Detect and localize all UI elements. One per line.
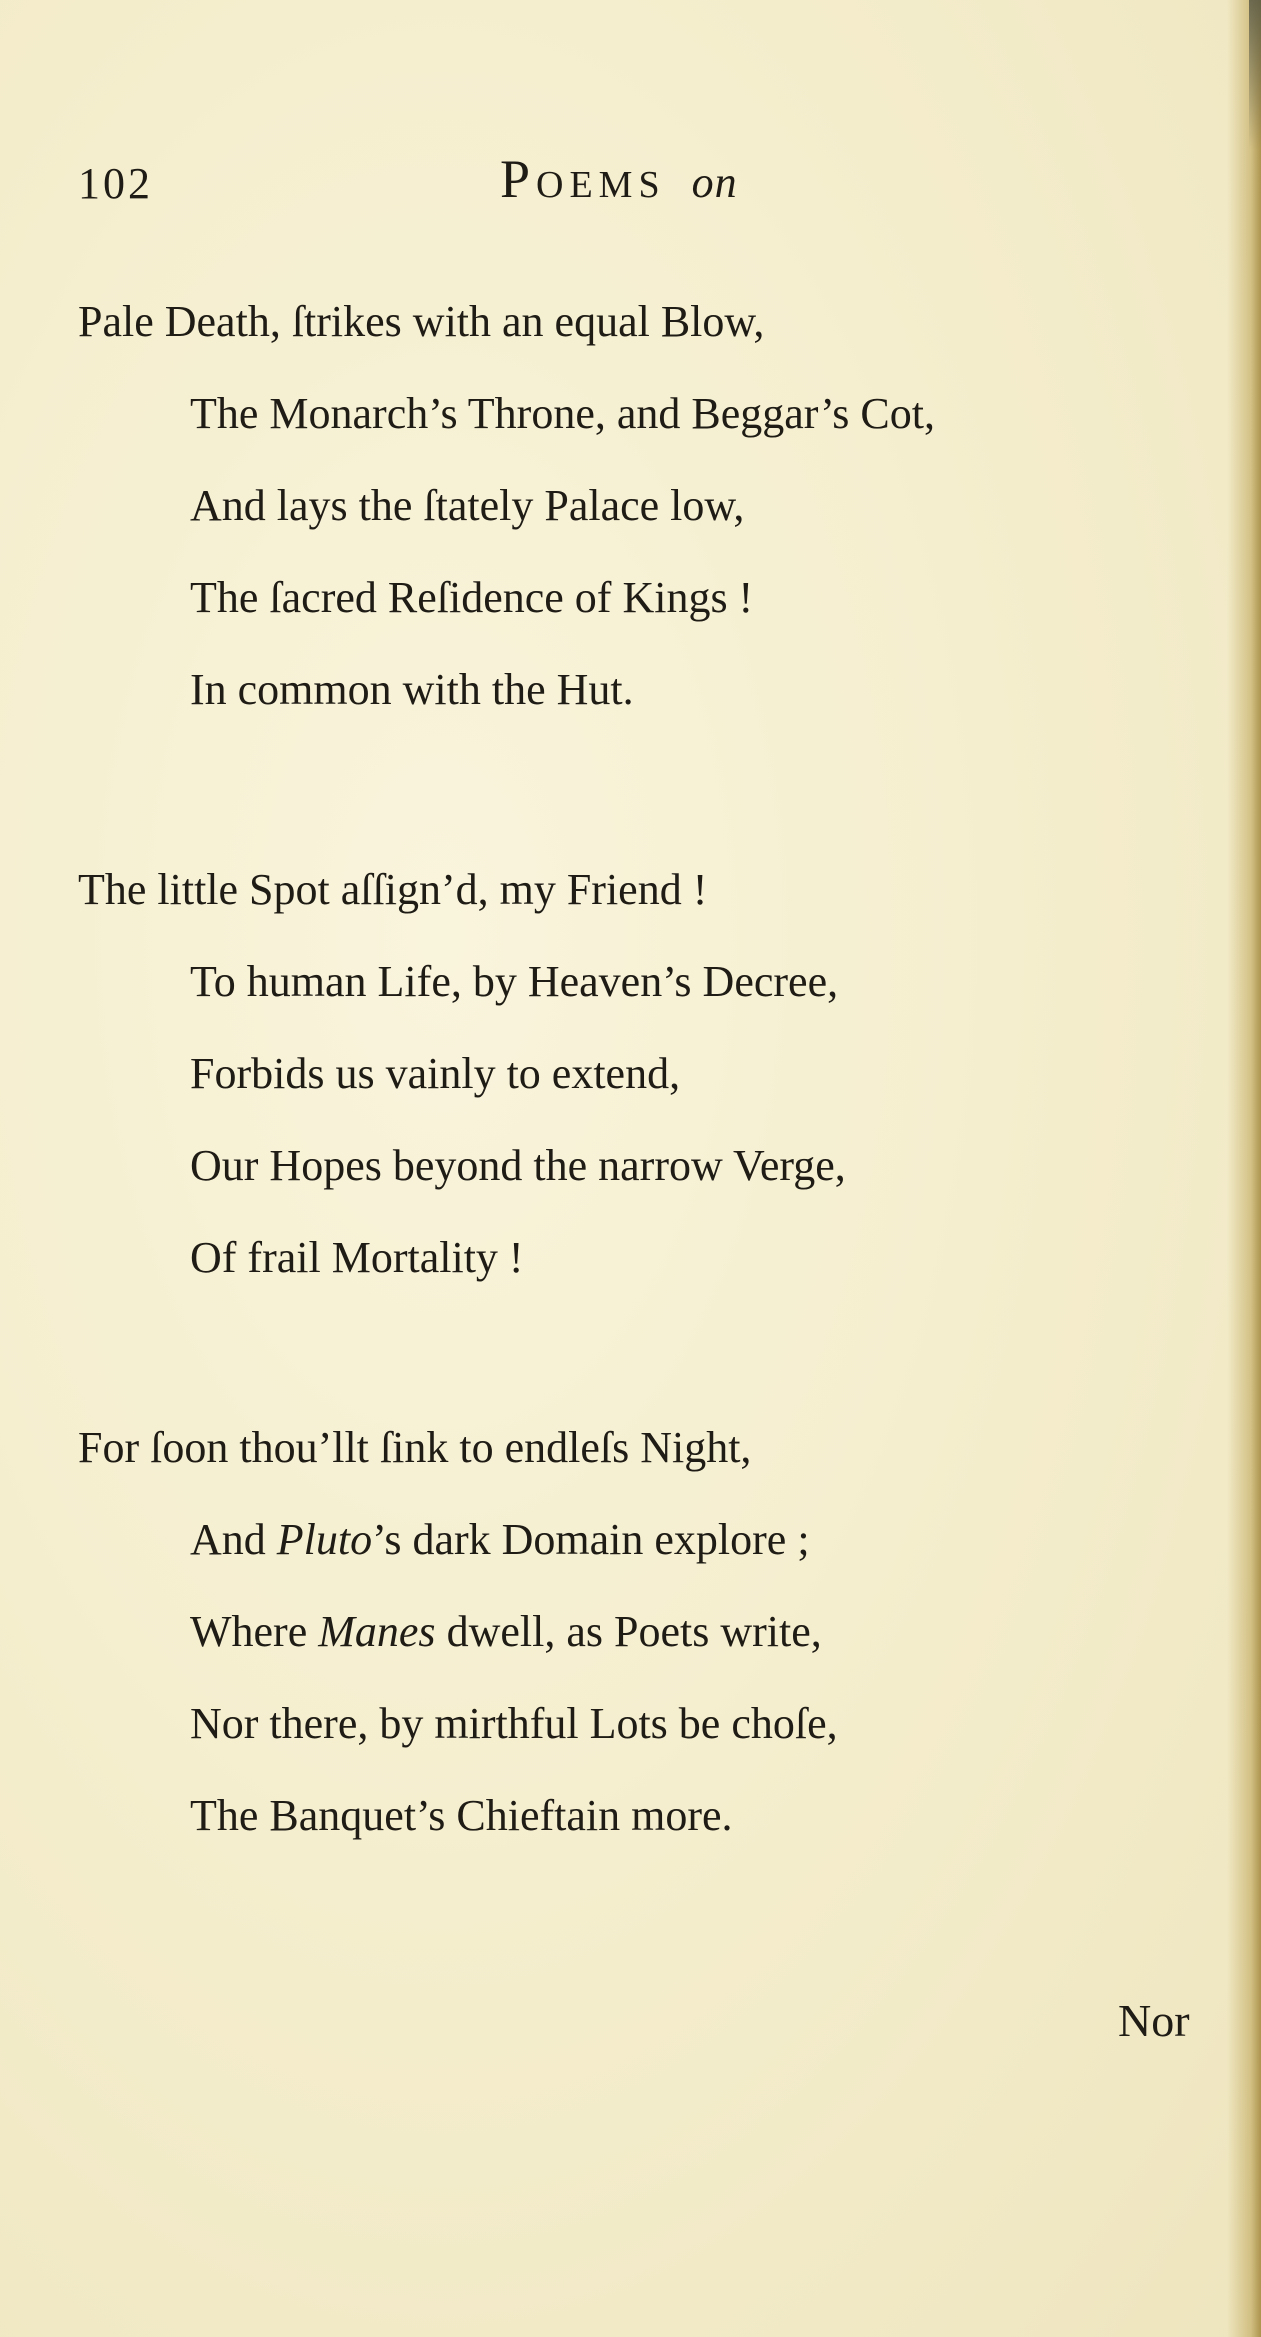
verse-line: The Monarch’s Throne, and Beggar’s Cot, <box>190 389 935 438</box>
verse-line: Of frail Mortality ! <box>190 1233 524 1282</box>
verse-line <box>190 1515 810 1564</box>
verse-text: Where <box>190 1607 319 1656</box>
verse-line: Forbids us vainly to extend, <box>190 1049 681 1098</box>
verse-line: The Banquet’s Chieftain more. <box>190 1791 733 1840</box>
verse-text: dwell, as Poets write, <box>435 1607 822 1656</box>
italic-name: Pluto <box>276 1515 373 1564</box>
verse-line: The little Spot aſſign’d, my Friend ! <box>78 865 708 914</box>
verse-line: To human Life, by Heaven’s Decree, <box>190 957 839 1006</box>
verse-text: And <box>190 1515 277 1564</box>
page-edge-shadow <box>1227 0 1261 2337</box>
page-number: 102 <box>78 159 153 208</box>
page-corner-shadow <box>1249 0 1261 150</box>
verse-line: In common with the Hut. <box>190 665 634 714</box>
verse-line: For ſoon thou’llt ſink to endleſs Night, <box>78 1423 752 1472</box>
running-title <box>500 148 738 210</box>
verse-line: And lays the ſtately Palace low, <box>190 481 745 530</box>
verse-line <box>190 1607 822 1656</box>
verse-line: Our Hopes beyond the narrow Verge, <box>190 1141 846 1190</box>
verse-line: Pale Death, ſtrikes with an equal Blow, <box>78 297 765 346</box>
catchword: Nor <box>1118 1995 1190 2046</box>
verse-line: Nor there, by mirthful Lots be choſe, <box>190 1699 838 1748</box>
italic-name: Manes <box>318 1607 436 1656</box>
running-title-main: Poems <box>500 149 666 209</box>
verse-text: ’s dark Domain explore ; <box>372 1515 810 1564</box>
running-title-continuation: on <box>691 158 738 207</box>
verse-line: The ſacred Reſidence of Kings ! <box>190 573 754 622</box>
